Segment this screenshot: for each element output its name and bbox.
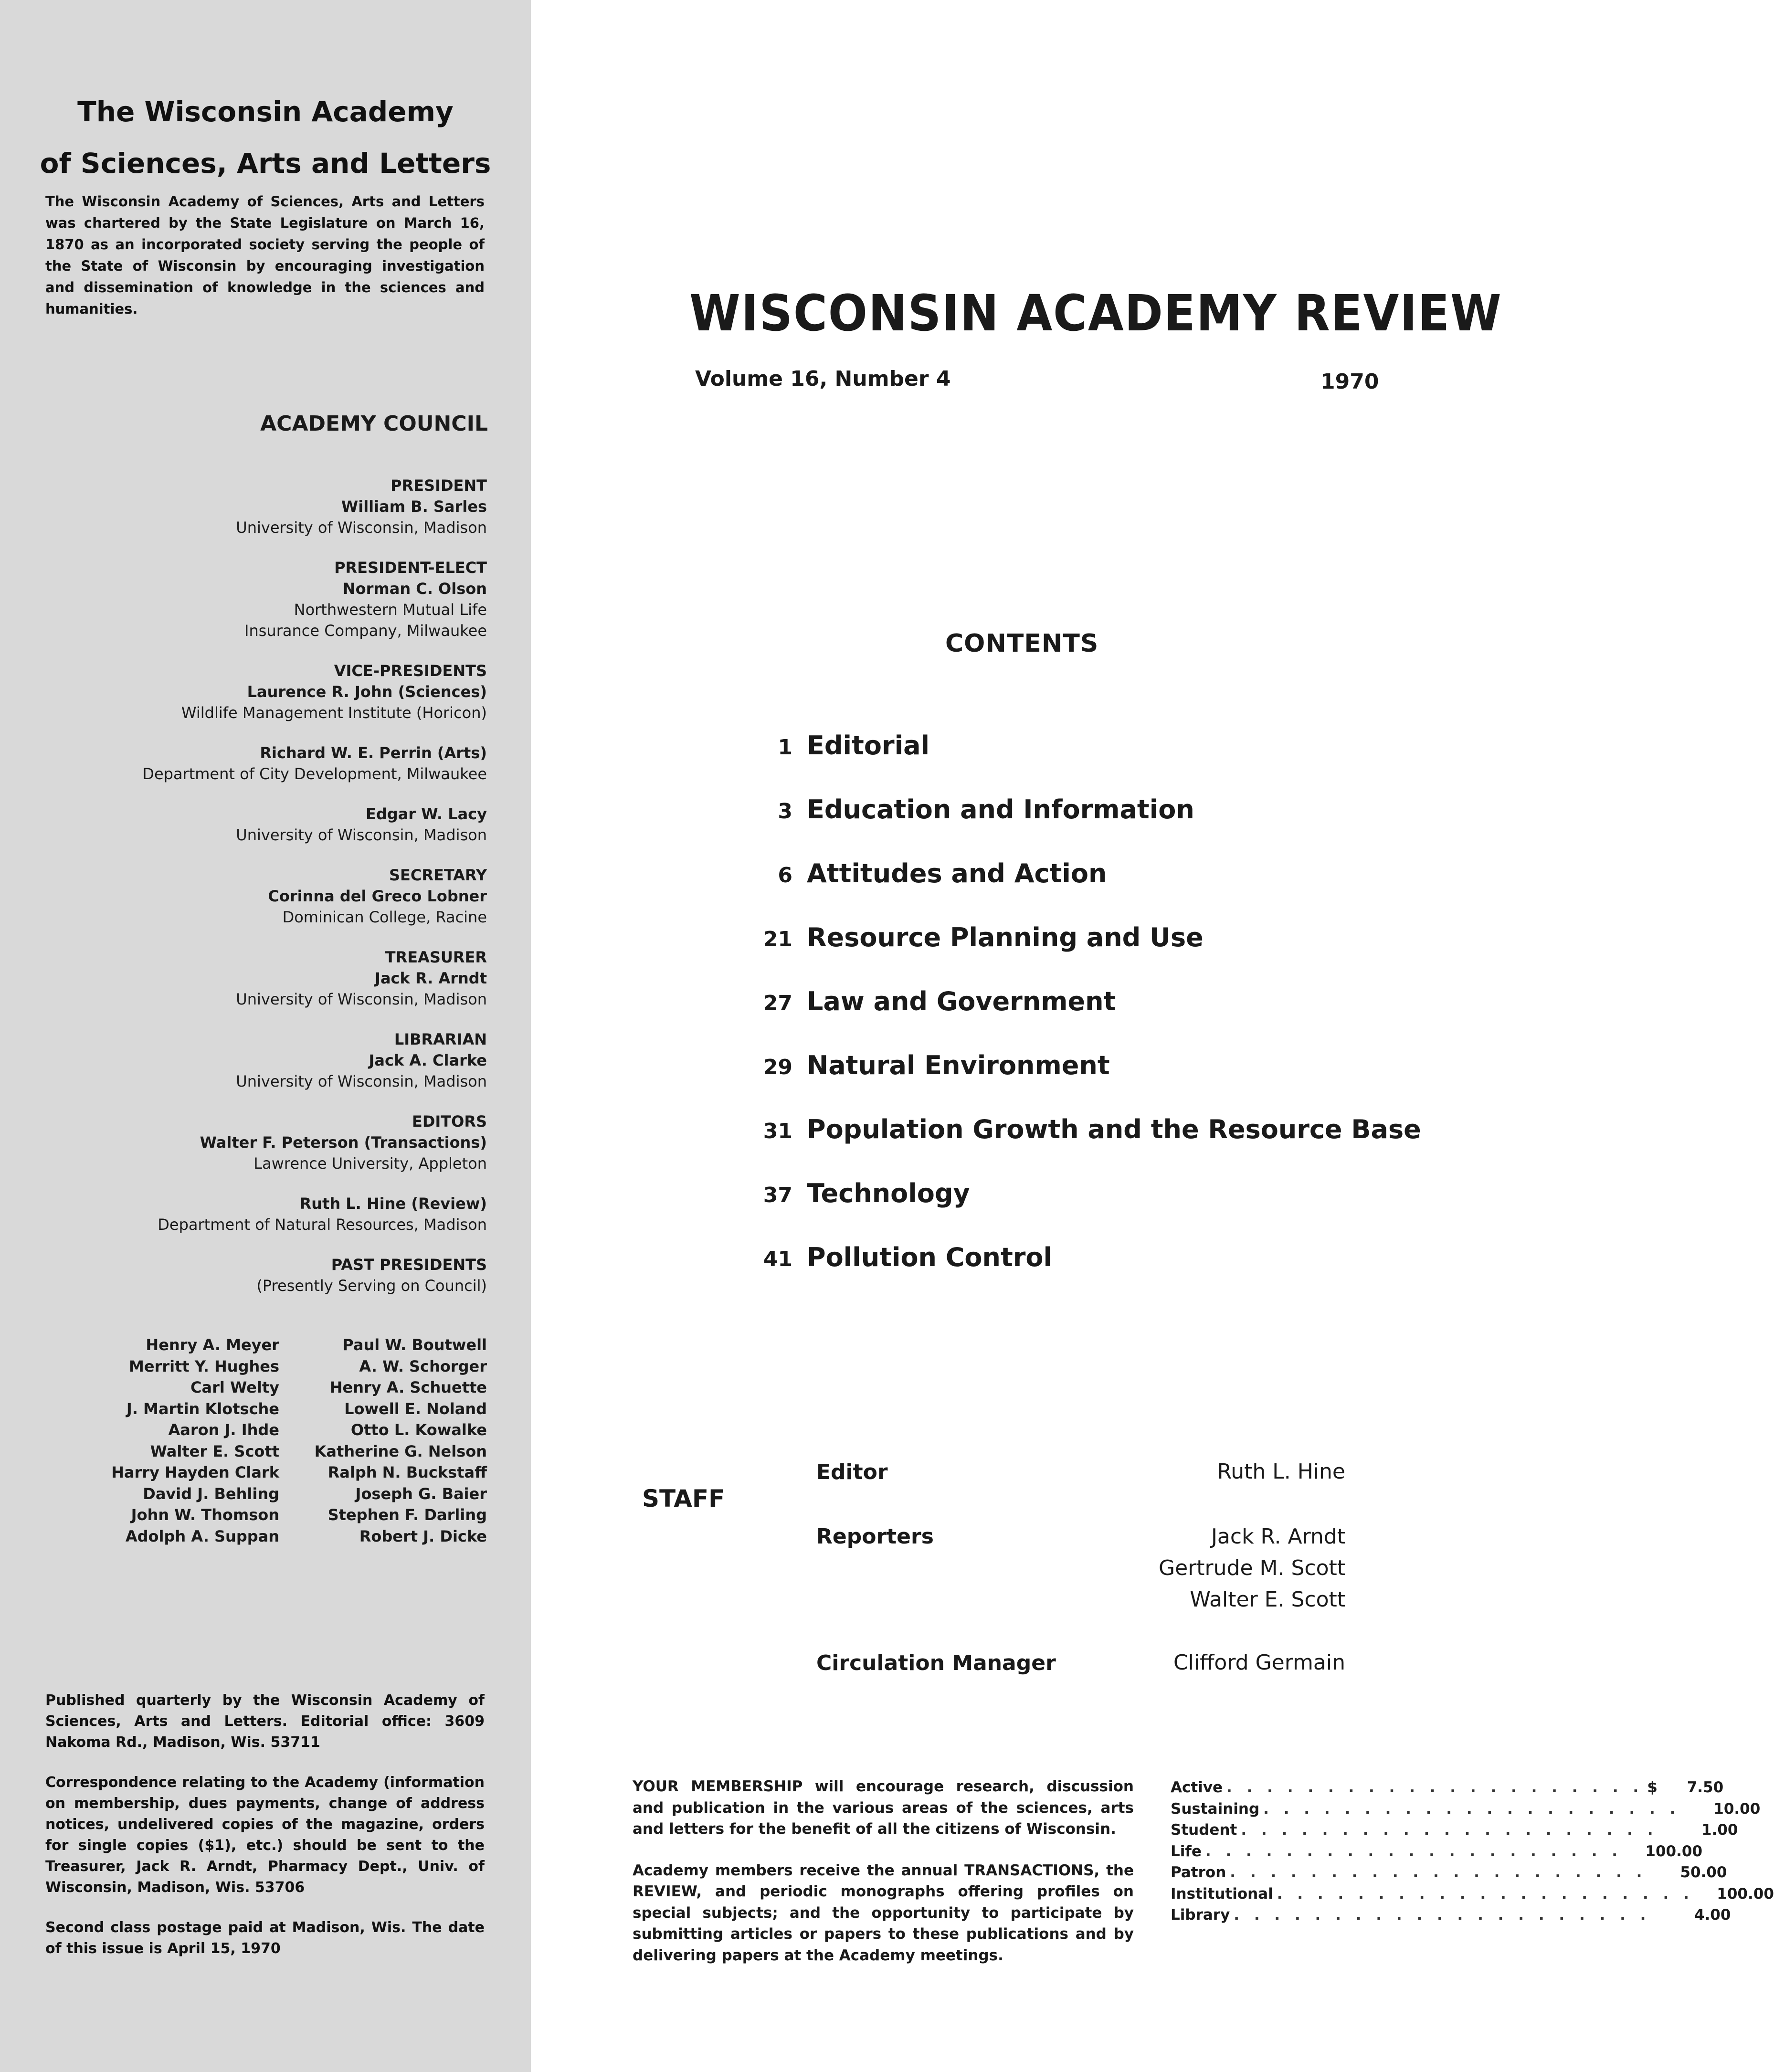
past-president-name: Harry Hayden Clark [111,1463,279,1481]
staff-name: Ruth L. Hine [1217,1459,1345,1484]
past-president-name: David J. Behling [143,1484,279,1503]
staff-name: Walter E. Scott [1190,1587,1345,1612]
past-president-name: Joseph G. Baier [355,1484,487,1503]
issue-year: 1970 [1320,370,1379,394]
office-holder-affiliation: Insurance Company, Milwaukee [244,622,487,640]
contents-heading: CONTENTS [945,629,1099,658]
council-list [45,475,487,1308]
toc-entry [745,730,1413,794]
dues-amount-cell [1654,1904,1731,1926]
currency-symbol [1650,1862,1665,1883]
past-president-name: Aaron J. Ihde [168,1421,279,1439]
dot-leader: . . . . . . . . . . . . . . . . . . . . . [1226,1779,1644,1796]
past-president-name: John W. Thomson [131,1506,279,1524]
office-holder-name: Richard W. E. Perrin (Arts) [260,744,487,762]
office-holder-affiliation: Department of City Development, Milwaukee [142,765,487,783]
dues-amount: 7.50 [1687,1779,1724,1796]
volume-number: Volume 16, Number 4 [695,367,951,391]
dues-category: Student [1171,1821,1237,1839]
academy-title-line2: of Sciences, Arts and Letters [40,147,491,180]
council-office [45,660,487,723]
dues-row [1171,1777,1724,1798]
dues-amount-cell [1661,1819,1738,1841]
office-title: PRESIDENT-ELECT [334,559,487,577]
staff-role-circulation: Circulation Manager [816,1651,1056,1675]
dues-amount: 50.00 [1680,1864,1727,1881]
toc-page-number: 29 [763,1055,792,1079]
past-president-name: Katherine G. Nelson [314,1442,487,1460]
dues-row [1171,1904,1731,1926]
office-holder-affiliation: University of Wisconsin, Madison [236,1072,487,1090]
toc-entry [745,922,1413,986]
past-presidents-grid [45,1334,487,1547]
journal-title: WISCONSIN ACADEMY REVIEW [689,284,1502,342]
dues-category: Institutional [1171,1885,1273,1903]
academy-title [0,86,531,189]
office-holder-name: Jack R. Arndt [375,969,487,987]
toc-entry [745,858,1413,922]
dues-amount: 10.00 [1713,1800,1761,1818]
office-holder-affiliation: Department of Natural Resources, Madison [158,1216,487,1234]
office-holder-affiliation: Lawrence University, Appleton [253,1154,487,1173]
currency-symbol [1654,1904,1668,1926]
past-president-name: Paul W. Boutwell [342,1336,487,1354]
dues-category: Library [1171,1906,1230,1924]
toc-entry-title: Natural Environment [807,1050,1110,1080]
currency-symbol [1698,1883,1712,1905]
past-president-name: Henry A. Schuette [329,1378,487,1396]
toc-page-number: 41 [763,1247,792,1271]
past-president-name: Lowell E. Noland [344,1399,487,1418]
past-presidents-right-column [279,1334,487,1547]
dot-leader: . . . . . . . . . . . . . . . . . . . . . [1277,1885,1694,1903]
council-office [45,947,487,1010]
toc-entry-title: Population Growth and the Resource Base [807,1114,1421,1144]
past-president-name: Ralph N. Buckstaff [327,1463,487,1481]
membership-paragraph-1: YOUR MEMBERSHIP will encourage research, discussion and publication in the various areas of the sciences, arts and letters for the benefit of all the citizens of Wisconsin. [633,1778,1134,1838]
office-title: SECRETARY [389,866,487,884]
office-holder-name: William B. Sarles [341,497,487,516]
office-holder-name: Ruth L. Hine (Review) [299,1195,487,1213]
office-holder-name: Edgar W. Lacy [366,805,487,823]
council-office [45,1111,487,1174]
dues-category: Patron [1171,1864,1226,1881]
dues-row [1171,1798,1761,1820]
dues-row [1171,1819,1738,1841]
toc-page-number: 6 [778,863,792,888]
past-president-name: Otto L. Kowalke [350,1421,487,1439]
toc-entry [745,986,1413,1050]
toc-page-number: 1 [778,735,792,760]
council-office [45,865,487,928]
dues-amount: 1.00 [1701,1821,1738,1839]
past-president-name: J. Martin Klotsche [126,1399,279,1418]
past-presidents-left-column [45,1334,279,1547]
dues-row [1171,1841,1703,1862]
staff-heading: STAFF [642,1485,725,1512]
publication-note: Second class postage paid at Madison, Wis. The date of this issue is April 15, 1970 [45,1919,485,1957]
staff-role-editor: Editor [816,1460,888,1484]
office-holder-name: Jack A. Clarke [369,1051,487,1069]
dues-amount-cell [1698,1883,1774,1905]
toc-page-number: 31 [763,1119,792,1143]
past-president-name: Adolph A. Suppan [125,1527,279,1545]
currency-symbol [1661,1819,1676,1841]
staff-role-reporters: Reporters [816,1524,934,1549]
dues-category: Active [1171,1779,1223,1796]
toc-entry-title: Education and Information [807,794,1194,825]
office-holder-affiliation: Northwestern Mutual Life [294,601,487,619]
toc-entry [745,794,1413,858]
toc-page-number: 21 [763,927,792,951]
office-title: PRESIDENT [391,476,487,495]
office-holder-affiliation: University of Wisconsin, Madison [236,990,487,1008]
publication-note: Published quarterly by the Wisconsin Academy of Sciences, Arts and Letters. Editorial office: 3609 Nakoma Rd., Madison, Wis. 53711 [45,1692,485,1751]
office-holder-affiliation: University of Wisconsin, Madison [236,826,487,844]
currency-symbol [1626,1841,1640,1862]
past-president-name: Henry A. Meyer [146,1336,279,1354]
past-president-name: Robert J. Dicke [359,1527,487,1545]
council-office [45,742,487,784]
dues-amount-cell [1684,1798,1760,1820]
past-president-name: Merritt Y. Hughes [129,1357,279,1375]
publication-note: Correspondence relating to the Academy (information on membership, dues payments, change of address notices, undelivered copies of the magazine, orders for single copies ($1), etc.) should be sent to the Treasurer, Jack R. Arndt, Pharmacy Dept., Univ. of Wisconsin, Madison, Wis. 53706 [45,1774,485,1896]
academy-intro: The Wisconsin Academy of Sciences, Arts and Letters was chartered by the State Legislature on March 16, 1870 as an incorporated society serving the people of the State of Wisconsin by encouraging investigation and dissemination of knowledge in the sciences and humanities. [45,193,485,317]
staff-names-reporters [1159,1521,1345,1616]
office-title: TREASURER [385,948,487,966]
staff-names-editor [1217,1456,1345,1488]
past-presidents-note: (Presently Serving on Council) [256,1277,487,1295]
toc-entry-title: Law and Government [807,986,1116,1016]
toc-entry [745,1050,1413,1114]
office-holder-name: Corinna del Greco Lobner [268,887,487,905]
sidebar-panel [0,0,531,2072]
past-president-name: Walter E. Scott [150,1442,279,1460]
office-holder-name: Walter F. Peterson (Transactions) [200,1133,487,1152]
membership-paragraph-2: Academy members receive the annual TRANSACTIONS, the REVIEW, and periodic monographs offering profiles on special subjects; and the opportunity to participate by submitting articles or papers to these publications and by delivering papers at the Academy meetings. [633,1861,1134,1964]
council-office [45,1193,487,1235]
office-holder-affiliation: Wildlife Management Institute (Horicon) [181,704,487,722]
dues-amount: 4.00 [1694,1906,1731,1924]
toc-page-number: 27 [763,991,792,1015]
office-holder-affiliation: Dominican College, Racine [282,908,487,926]
staff-name: Clifford Germain [1173,1650,1345,1675]
past-president-name: Stephen F. Darling [327,1506,487,1524]
dues-category: Sustaining [1171,1800,1260,1818]
past-president-name: Carl Welty [190,1378,279,1396]
office-title: LIBRARIAN [394,1030,487,1048]
council-heading: ACADEMY COUNCIL [260,412,488,436]
dues-table [1171,1777,1774,1926]
past-presidents-title: PAST PRESIDENTS [331,1256,487,1274]
council-office [45,803,487,846]
dues-row [1171,1862,1727,1883]
toc-page-number: 37 [763,1183,792,1207]
academy-title-line1: The Wisconsin Academy [77,95,454,128]
office-title: VICE-PRESIDENTS [334,662,487,680]
staff-name: Jack R. Arndt [1211,1524,1345,1549]
past-presidents-heading [45,1254,487,1296]
dot-leader: . . . . . . . . . . . . . . . . . . . . . [1241,1821,1658,1839]
dues-row [1171,1883,1774,1905]
table-of-contents [745,730,1421,1306]
toc-entry [745,1114,1421,1178]
council-office [45,475,487,538]
membership-info [633,1776,1134,1986]
dues-amount: 100.00 [1717,1885,1774,1903]
toc-page-number: 3 [778,799,792,824]
dues-amount: 100.00 [1645,1842,1703,1860]
toc-entry-title: Pollution Control [807,1242,1053,1272]
office-holder-affiliation: University of Wisconsin, Madison [236,518,487,537]
dues-amount-cell [1650,1862,1727,1883]
toc-entry-title: Editorial [807,730,930,761]
dues-amount-cell [1647,1777,1723,1798]
office-holder-name: Norman C. Olson [342,580,487,598]
toc-entry [745,1242,1413,1306]
dues-amount-cell [1626,1841,1702,1862]
office-holder-name: Laurence R. John (Sciences) [247,683,487,701]
council-office [45,1029,487,1092]
dot-leader: . . . . . . . . . . . . . . . . . . . . . [1205,1842,1623,1860]
council-office [45,557,487,641]
toc-entry-title: Technology [807,1178,970,1208]
staff-name: Gertrude M. Scott [1159,1556,1345,1580]
staff-names-circulation [1173,1647,1345,1679]
past-president-name: A. W. Schorger [359,1357,487,1375]
dot-leader: . . . . . . . . . . . . . . . . . . . . . [1263,1800,1680,1818]
toc-entry [745,1178,1413,1242]
toc-entry-title: Attitudes and Action [807,858,1107,888]
publication-notes [45,1690,485,1978]
dot-leader: . . . . . . . . . . . . . . . . . . . . . [1234,1906,1651,1924]
currency-symbol: $ [1647,1779,1658,1796]
toc-entry-title: Resource Planning and Use [807,922,1204,952]
currency-symbol [1684,1798,1698,1820]
dot-leader: . . . . . . . . . . . . . . . . . . . . . [1230,1864,1647,1881]
office-title: EDITORS [412,1112,487,1131]
dues-category: Life [1171,1842,1202,1860]
